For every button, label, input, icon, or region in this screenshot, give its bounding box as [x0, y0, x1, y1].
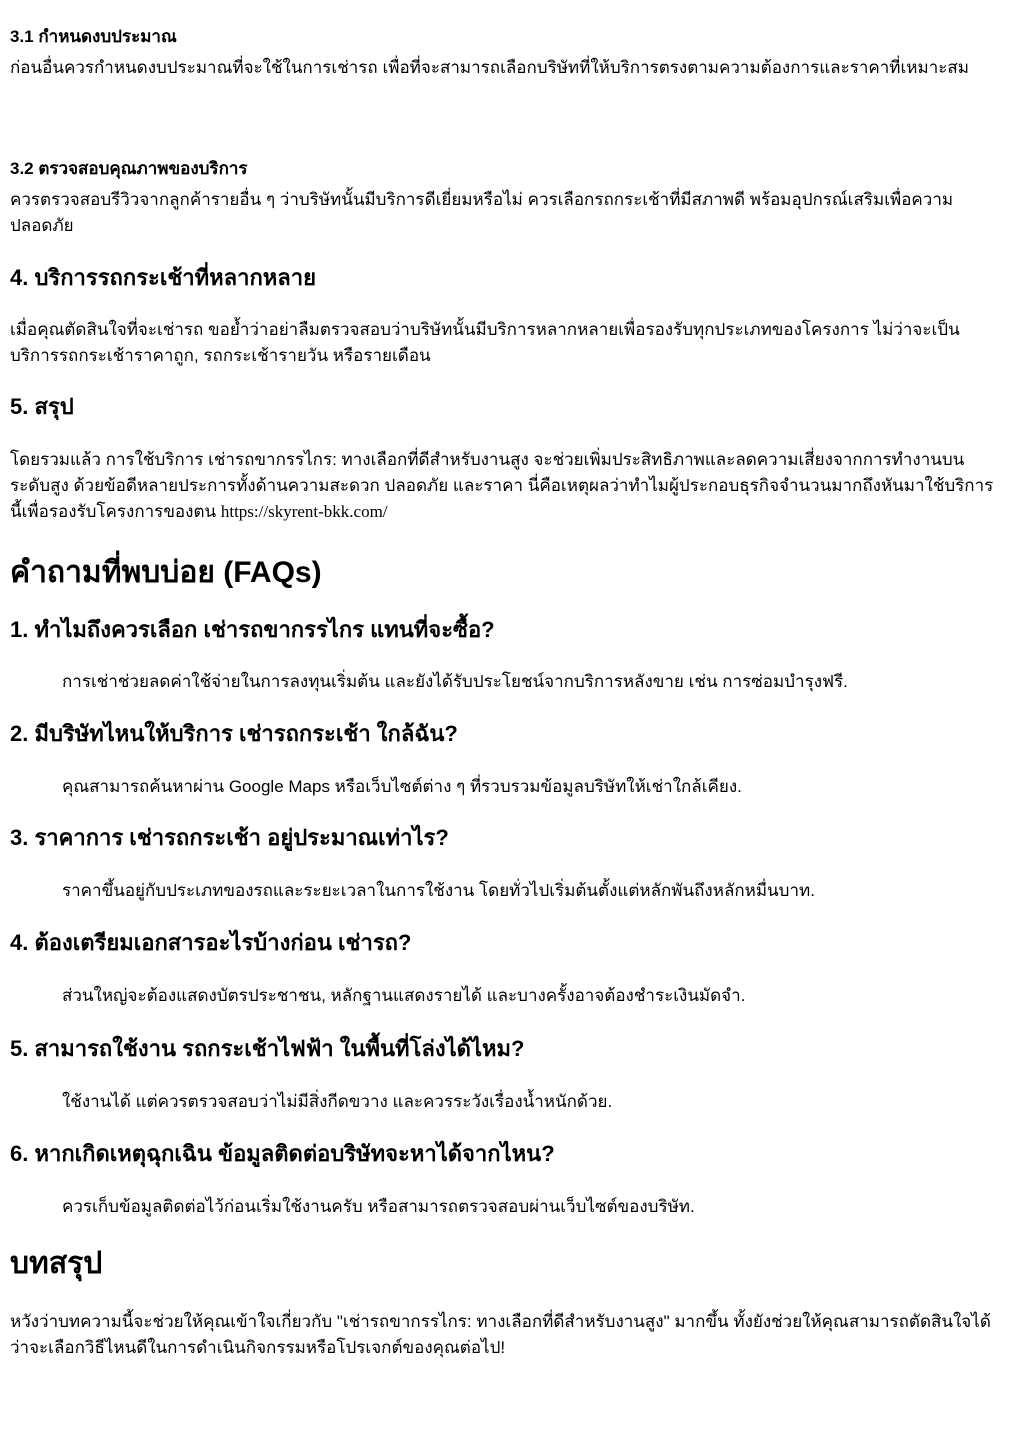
faq-question-4: 4. ต้องเตรียมเอกสารอะไรบ้างก่อน เช่ารถ?	[10, 930, 412, 955]
faq-question-1: 1. ทำไมถึงควรเลือก เช่ารถขากรรไกร แทนที่จะซื้อ?	[10, 617, 495, 642]
section-5-text: โดยรวมแล้ว การใช้บริการ เช่ารถขากรรไกร: ทางเลือกที่ดีสำหรับงานสูง จะช่วยเพิ่มประสิทธิภาพและลดความเสี่ยงจากการทำงานบนระดับสูง ด้วยข้อดีหลายประการทั้งด้านความสะดวก ปลอดภัย และราคา นี่คือเหตุผลว่าทำไมผู้ประกอบธุรกิจจำนวนมากถึงหันมาใช้บริการนี้เพื่อรองรับโครงการของตน	[10, 450, 994, 521]
faq-answer-6: ควรเก็บข้อมูลติดต่อไว้ก่อนเริ่มใช้งานครับ หรือสามารถตรวจสอบผ่านเว็บไซต์ของบริษัท.	[62, 1197, 695, 1216]
section-3-1-heading: 3.1 กำหนดงบประมาณ	[10, 26, 177, 46]
section-5-heading: 5. สรุป	[10, 394, 74, 419]
faq-title: คำถามที่พบบ่อย (FAQs)	[10, 556, 322, 589]
faq-answer-1: การเช่าช่วยลดค่าใช้จ่ายในการลงทุนเริ่มต้น และยังได้รับประโยชน์จากบริการหลังขาย เช่น การซ่อมบำรุงฟรี.	[62, 672, 848, 691]
faq-answer-3: ราคาขึ้นอยู่กับประเภทของรถและระยะเวลาในการใช้งาน โดยทั่วไปเริ่มต้นตั้งแต่หลักพันถึงหลักหมื่นบาท.	[62, 881, 815, 900]
section-3-2-body: ควรตรวจสอบรีวิวจากลูกค้ารายอื่น ๆ ว่าบริษัทนั้นมีบริการดีเยี่ยมหรือไม่ ควรเลือกรถกระเช้าที่มีสภาพดี พร้อมอุปกรณ์เสริมเพื่อความปลอดภัย	[10, 190, 954, 235]
faq-question-2: 2. มีบริษัทไหนให้บริการ เช่ารถกระเช้า ใกล้ฉัน?	[10, 721, 458, 746]
conclusion-body: หวังว่าบทความนี้จะช่วยให้คุณเข้าใจเกี่ยวกับ "เช่ารถขากรรไกร: ทางเลือกที่ดีสำหรับงานสูง" มากขึ้น ทั้งยังช่วยให้คุณสามารถตัดสินใจได้ว่าจะเลือกวิธีไหนดีในการดำเนินกิจกรรมหรือโปรเจกต์ของคุณต่อไป!	[10, 1312, 991, 1357]
section-3-1-body: ก่อนอื่นควรกำหนดงบประมาณที่จะใช้ในการเช่ารถ เพื่อที่จะสามารถเลือกบริษัทที่ให้บริการตรงตามความต้องการและราคาที่เหมาะสม	[10, 58, 969, 77]
section-4-body: เมื่อคุณตัดสินใจที่จะเช่ารถ ขอย้ำว่าอย่าลืมตรวจสอบว่าบริษัทนั้นมีบริการหลากหลายเพื่อรองรับทุกประเภทของโครงการ ไม่ว่าจะเป็นบริการรถกระเช้าราคาถูก, รถกระเช้ารายวัน หรือรายเดือน	[10, 320, 960, 365]
conclusion-title: บทสรุป	[10, 1247, 103, 1280]
section-5-body	[10, 447, 998, 525]
faq-answer-5: ใช้งานได้ แต่ควรตรวจสอบว่าไม่มีสิ่งกีดขวาง และควรระวังเรื่องน้ำหนักด้วย.	[62, 1092, 613, 1111]
faq-question-6: 6. หากเกิดเหตุฉุกเฉิน ข้อมูลติดต่อบริษัทจะหาได้จากไหน?	[10, 1141, 555, 1166]
faq-answer-2: คุณสามารถค้นหาผ่าน Google Maps หรือเว็บไซต์ต่าง ๆ ที่รวบรวมข้อมูลบริษัทให้เช่าใกล้เคียง.	[62, 777, 742, 796]
section-4-heading: 4. บริการรถกระเช้าที่หลากหลาย	[10, 265, 317, 290]
faq-question-5: 5. สามารถใช้งาน รถกระเช้าไฟฟ้า ในพื้นที่โล่งได้ไหม?	[10, 1036, 525, 1061]
faq-answer-4: ส่วนใหญ่จะต้องแสดงบัตรประชาชน, หลักฐานแสดงรายได้ และบางครั้งอาจต้องชำระเงินมัดจำ.	[62, 986, 746, 1005]
faq-question-3: 3. ราคาการ เช่ารถกระเช้า อยู่ประมาณเท่าไร?	[10, 825, 449, 850]
section-3-2-heading: 3.2 ตรวจสอบคุณภาพของบริการ	[10, 158, 248, 178]
website-url: https://skyrent-bkk.com/	[220, 502, 388, 521]
